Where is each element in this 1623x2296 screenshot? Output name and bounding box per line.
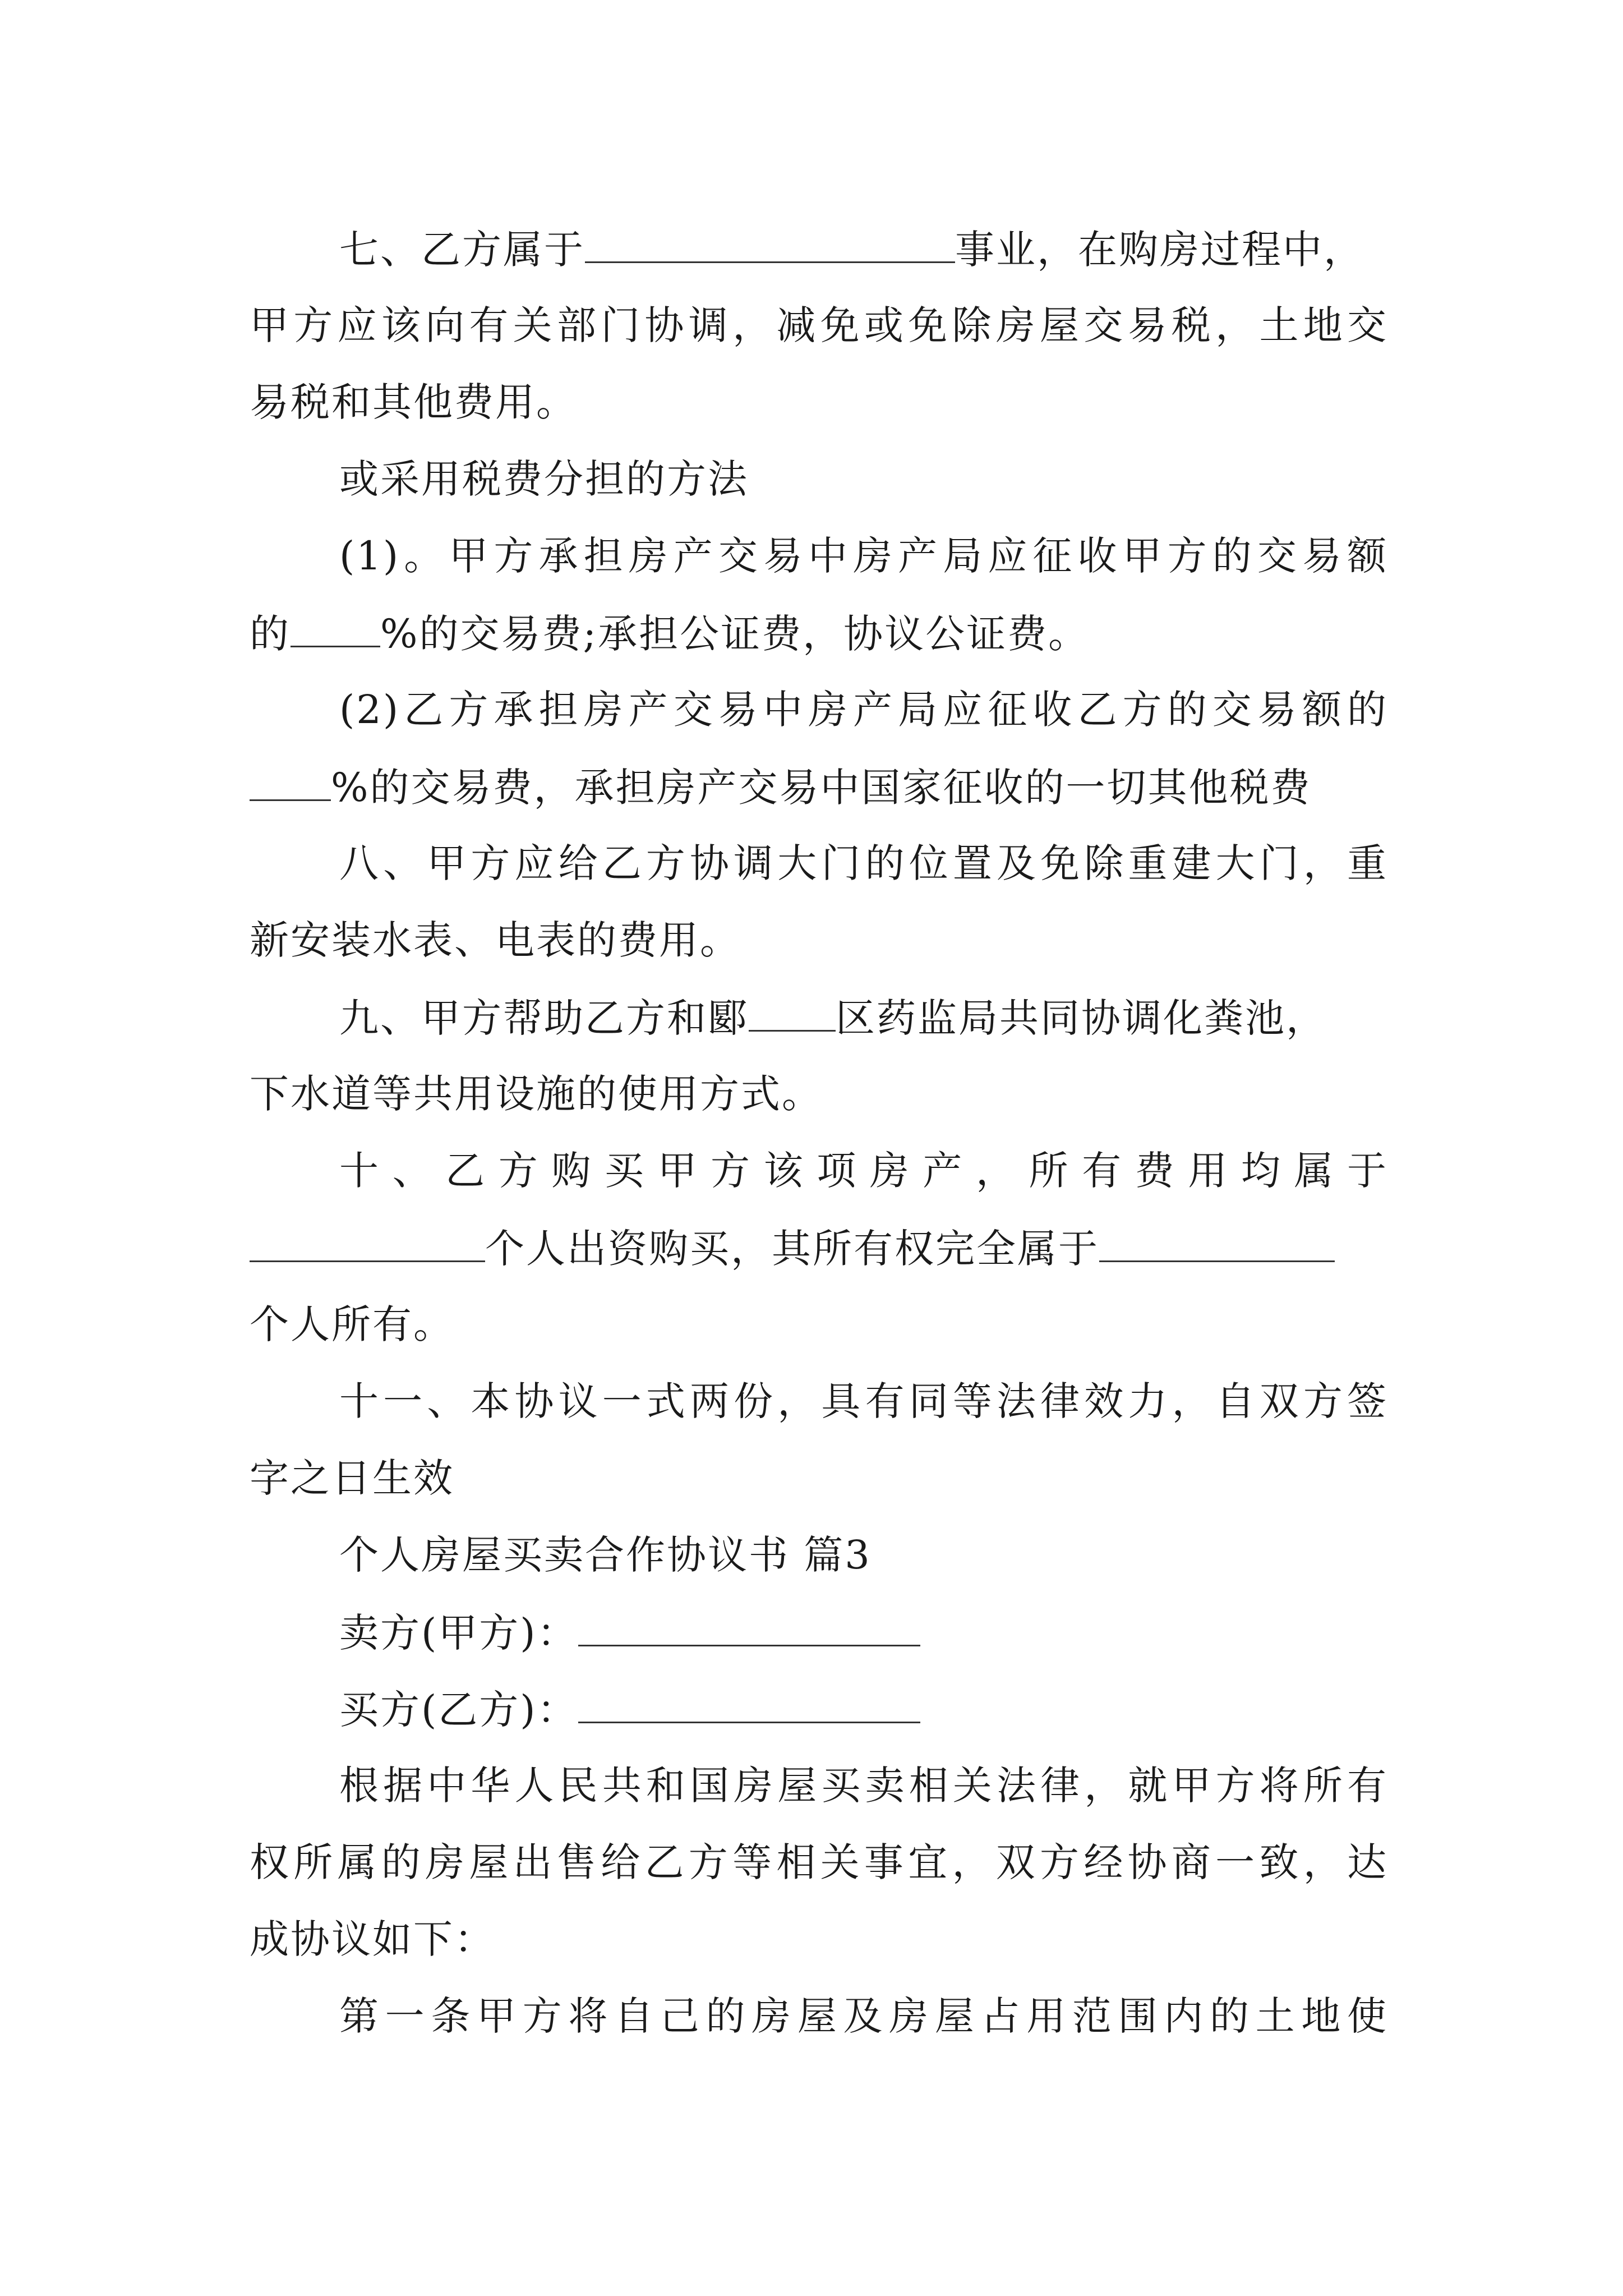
item-2-line-2: %的交易费，承担房产交易中国家征收的一切其他税费 bbox=[250, 767, 1388, 807]
blank-field bbox=[585, 229, 955, 263]
blank-field bbox=[291, 613, 380, 647]
clause-8-line-2: 新安装水表、电表的费用。 bbox=[250, 917, 741, 963]
clause-11-line-1: 十一、本协议一式两份，具有同等法律效力，自双方签 bbox=[339, 1378, 1388, 1424]
clause-9-line-2: 下水道等共用设施的使用方式。 bbox=[250, 1071, 823, 1117]
preamble-line-2: 权所属的房屋出售给乙方等相关事宜，双方经协商一致，达 bbox=[250, 1839, 1388, 1885]
seller-name-blank bbox=[578, 1612, 920, 1646]
blank-field bbox=[250, 767, 331, 801]
clause-7-line-2: 甲方应该向有关部门协调，减免或免除房屋交易税，土地交 bbox=[250, 302, 1388, 348]
clause-10-line-2: 个人出资购买，其所有权完全属于 bbox=[250, 1228, 1388, 1268]
clause-7-line-1: 七、乙方属于 事业，在购房过程中， bbox=[339, 227, 1364, 273]
tax-sharing-heading: 或采用税费分担的方法 bbox=[339, 456, 749, 502]
clause-7-line-3: 易税和其他费用。 bbox=[250, 379, 577, 425]
item-1-line-2: 的 %的交易费;承担公证费，协议公证费。 bbox=[250, 611, 1090, 657]
clause-8-line-1: 八、甲方应给乙方协调大门的位置及免除重建大门，重 bbox=[339, 840, 1388, 886]
preamble-line-3: 成协议如下： bbox=[250, 1916, 495, 1962]
article-1-line-1: 第一条甲方将自己的房屋及房屋占用范围内的土地使 bbox=[339, 1993, 1388, 2039]
item-1-line-1: (1)。甲方承担房产交易中房产局应征收甲方的交易额 bbox=[339, 533, 1388, 579]
seller-line: 卖方(甲方)： bbox=[339, 1612, 1478, 1653]
clause-9-line-1: 九、甲方帮助乙方和郾 区药监局共同协调化粪池， bbox=[339, 995, 1327, 1041]
item-2-line-1: (2)乙方承担房产交易中房产局应征收乙方的交易额的 bbox=[339, 687, 1388, 733]
preamble-line-1: 根据中华人民共和国房屋买卖相关法律，就甲方将所有 bbox=[339, 1763, 1388, 1809]
blank-field bbox=[749, 997, 836, 1032]
buyer-line: 买方(乙方)： bbox=[339, 1689, 1478, 1729]
clause-10-line-3: 个人所有。 bbox=[250, 1301, 454, 1347]
clause-10-line-1: 十、乙方购买甲方该项房产，所有费用均属于 bbox=[339, 1148, 1388, 1194]
clause-11-line-2: 字之日生效 bbox=[250, 1455, 454, 1501]
section-title: 个人房屋买卖合作协议书 篇3 bbox=[339, 1532, 872, 1578]
buyer-name-blank bbox=[578, 1689, 920, 1723]
blank-field bbox=[1099, 1228, 1335, 1262]
blank-field bbox=[250, 1228, 485, 1262]
